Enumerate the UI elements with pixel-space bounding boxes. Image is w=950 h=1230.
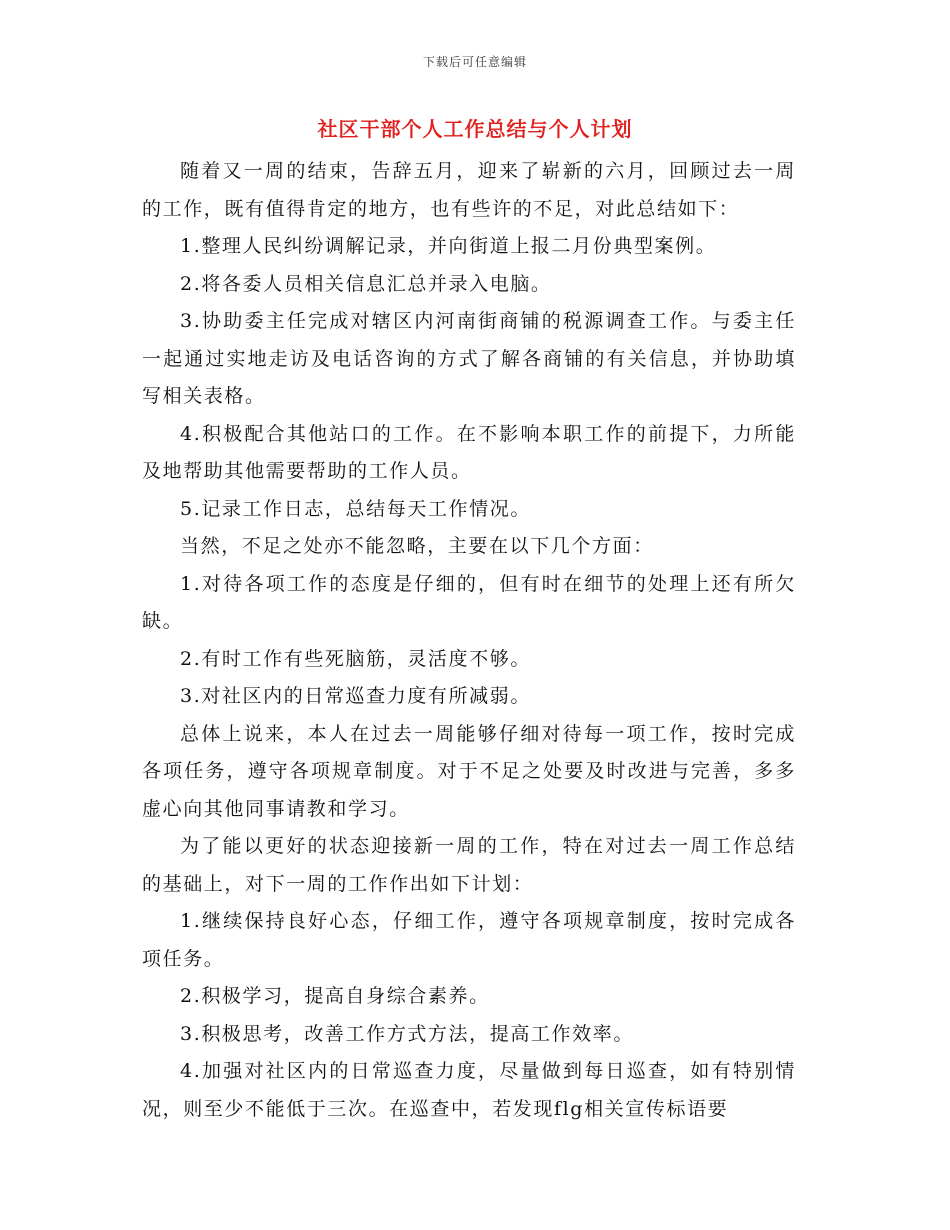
paragraph-summary-item-4: 4.积极配合其他站口的工作。在不影响本职工作的前提下，力所能及地帮助其他需要帮助的工作人员。	[142, 422, 796, 482]
paragraph-shortcoming-2: 2.有时工作有些死脑筋，灵活度不够。	[180, 647, 531, 670]
paragraph-summary-item-1: 1.整理人民纠纷调解记录，并向街道上报二月份典型案例。	[180, 235, 717, 257]
paragraph-summary-item-5: 5.记录工作日志，总结每天工作情况。	[180, 497, 531, 520]
paragraph-plan-1: 1.继续保持良好心态，仔细工作，遵守各项规章制度，按时完成各项任务。	[142, 910, 796, 970]
paragraph-plan-2: 2.积极学习，提高自身综合素养。	[180, 985, 490, 1007]
paragraph-overall: 总体上说来，本人在过去一周能够仔细对待每一项工作，按时完成各项任务，遵守各项规章制度。对于不足之处要及时改进与完善，多多虚心向其他同事请教和学习。	[142, 722, 796, 820]
paragraph-plan-4: 4.加强对社区内的日常巡查力度，尽量做到每日巡查，如有特别情况，则至少不能低于三次。在巡查中，若发现flg相关宣传标语要	[142, 1060, 796, 1120]
document-body	[142, 153, 796, 1128]
paragraph-plan-3: 3.积极思考，改善工作方式方法，提高工作效率。	[180, 1022, 634, 1045]
document-title: 社区干部个人工作总结与个人计划	[317, 117, 633, 141]
paragraph-intro: 随着又一周的结束，告辞五月，迎来了崭新的六月，回顾过去一周的工作，既有值得肯定的地方，也有些许的不足，对此总结如下：	[142, 160, 796, 220]
paragraph-summary-item-3: 3.协助委主任完成对辖区内河南街商铺的税源调查工作。与委主任一起通过实地走访及电话咨询的方式了解各商铺的有关信息，并协助填写相关表格。	[142, 310, 796, 407]
paragraph-plan-intro: 为了能以更好的状态迎接新一周的工作，特在对过去一周工作总结的基础上，对下一周的工作作出如下计划：	[142, 835, 796, 895]
paragraph-shortcoming-1: 1.对待各项工作的态度是仔细的，但有时在细节的处理上还有所欠缺。	[142, 572, 796, 632]
paragraph-shortcomings-intro: 当然，不足之处亦不能忽略，主要在以下几个方面：	[180, 535, 654, 557]
paragraph-summary-item-2: 2.将各委人员相关信息汇总并录入电脑。	[180, 272, 552, 295]
page-header-note: 下载后可任意编辑	[422, 55, 527, 69]
paragraph-shortcoming-3: 3.对社区内的日常巡查力度有所减弱。	[180, 685, 531, 707]
